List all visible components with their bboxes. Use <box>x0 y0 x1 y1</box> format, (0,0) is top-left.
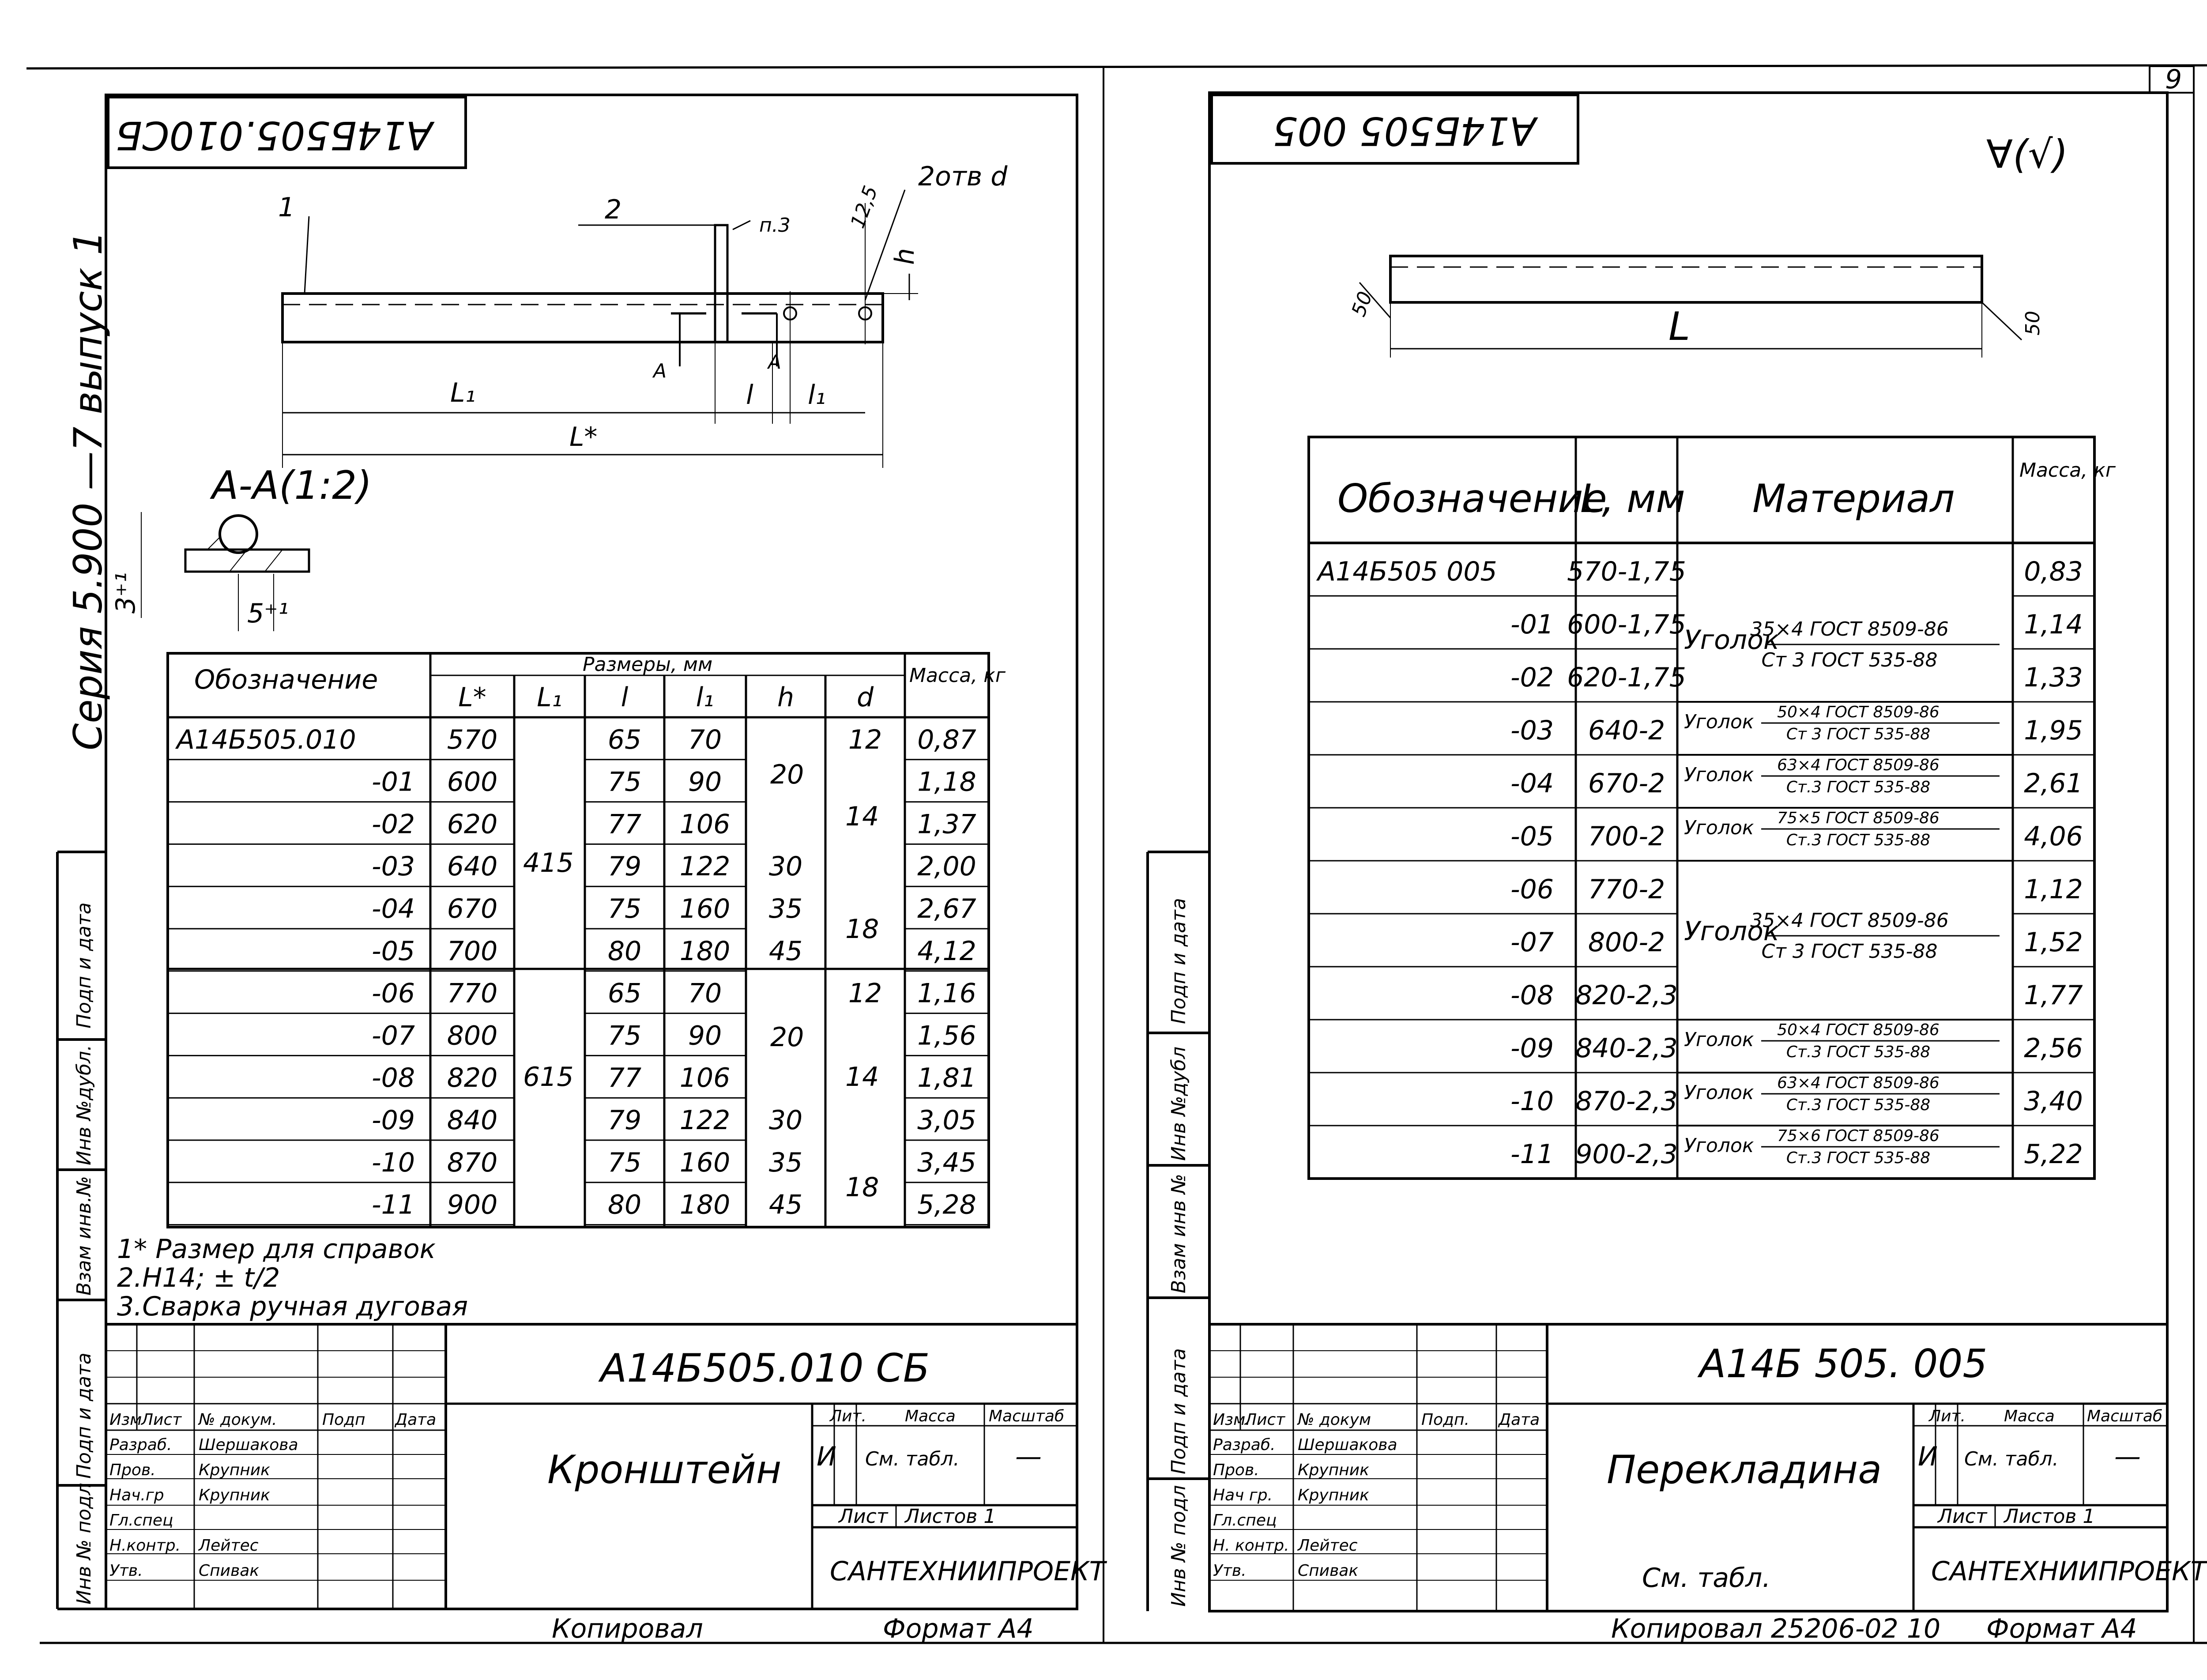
lt-designation: -03 <box>372 851 415 882</box>
rt-mass: 5,22 <box>2024 1139 2083 1170</box>
lt-mass: 2,00 <box>917 851 976 882</box>
lt-mass: 3,05 <box>917 1105 976 1136</box>
tb-role: Нач.гр <box>109 1486 164 1504</box>
rt-designation: -07 <box>1510 927 1554 958</box>
lt-h: 35 <box>768 893 803 924</box>
right-tb-lit-val: И <box>1918 1441 1938 1472</box>
right-side-label-4: Подп и дата <box>1168 1348 1190 1474</box>
lt-l: 77 <box>607 809 642 840</box>
lt-mass: 1,18 <box>917 766 976 798</box>
rt-designation: -11 <box>1510 1139 1554 1170</box>
rt-material-top: 35×4 ГОСТ 8509-86 <box>1750 909 1949 932</box>
lt-mass: 1,16 <box>917 978 976 1009</box>
left-side-label-3: Взам инв.№ <box>73 1176 95 1296</box>
lt-l1: 70 <box>688 978 722 1009</box>
rt-designation: -09 <box>1510 1033 1554 1064</box>
lt-L: 620 <box>447 809 498 840</box>
rt-mass: 1,95 <box>2024 715 2083 746</box>
rt-designation: -10 <box>1510 1086 1554 1117</box>
rt-material-top: 75×5 ГОСТ 8509-86 <box>1777 809 1940 827</box>
right-tb-scale: Масштаб <box>2087 1407 2163 1425</box>
left-tb-header-row <box>109 1411 436 1429</box>
lt-designation: -04 <box>372 893 415 924</box>
note-1: 1* Размер для справок <box>117 1234 436 1265</box>
rt-materials <box>1684 618 2000 1167</box>
lt-subheader: L* <box>458 682 486 713</box>
rt-material-bottom: Ст.3 ГОСТ 535-88 <box>1786 831 1931 849</box>
tb-role: Нач гр. <box>1213 1486 1273 1504</box>
crossbar-drawing <box>1360 256 2022 358</box>
lt-designation: -02 <box>372 809 415 840</box>
lt-h-b: 20 <box>770 1022 804 1053</box>
tb-header-cell: Изм <box>109 1411 142 1429</box>
lt-L: 570 <box>447 724 498 755</box>
lt-L1-a: 415 <box>523 848 574 878</box>
tb-role: Пров. <box>1213 1461 1259 1479</box>
lt-designation: А14Б505.010 <box>177 724 356 755</box>
rt-material-bottom: Ст 3 ГОСТ 535-88 <box>1761 649 1938 671</box>
lt-l: 75 <box>607 1147 642 1178</box>
lt-subheader: l₁ <box>696 682 714 713</box>
lt-l1: 90 <box>688 766 722 798</box>
angle-right: 50 <box>2022 311 2044 335</box>
dim-lstar: L* <box>569 422 598 452</box>
tb-role: Утв. <box>1213 1562 1247 1580</box>
rt-L: 570-1,75 <box>1567 556 1686 587</box>
lt-h: 30 <box>768 851 803 882</box>
rt-L: 770-2 <box>1588 874 1665 905</box>
lt-l: 75 <box>607 1020 642 1051</box>
tb-role: Утв. <box>109 1562 143 1580</box>
right-tb-sheets: Листов 1 <box>2004 1505 2095 1528</box>
tb-role: Н.контр. <box>109 1537 181 1555</box>
lt-designation: -11 <box>372 1189 415 1220</box>
left-tb-org: САНТЕХНИИПРОЕКТ <box>830 1556 1106 1587</box>
rt-material-top: 75×6 ГОСТ 8509-86 <box>1777 1127 1940 1145</box>
lt-l1: 106 <box>679 1062 731 1094</box>
lt-mass: 1,81 <box>917 1062 976 1094</box>
rt-material-top: 63×4 ГОСТ 8509-86 <box>1777 1074 1940 1092</box>
roughness-label: 12,5 <box>846 183 882 231</box>
right-footer-copied: Копировал 25206-02 10 <box>1611 1613 1941 1644</box>
lt-L1-b: 615 <box>523 1062 574 1092</box>
lt-l: 75 <box>607 766 642 798</box>
right-tb-header-row <box>1213 1411 1540 1429</box>
lt-l1: 160 <box>679 1147 731 1178</box>
rt-col-mass: Масса, кг <box>2019 459 2116 482</box>
lt-h: 35 <box>768 1147 803 1178</box>
dim-l1: L₁ <box>450 377 476 408</box>
callout-p3: п.3 <box>759 214 791 237</box>
tb-header-cell: Изм. <box>1213 1411 1250 1429</box>
tb-name: Шершакова <box>199 1436 298 1454</box>
tb-header-cell: Лист <box>141 1411 182 1429</box>
lt-designation: -08 <box>372 1062 415 1094</box>
left-tb-scale-val: — <box>1015 1441 1042 1472</box>
rt-designation: -04 <box>1510 768 1554 799</box>
right-side-label-3: Взам инв № <box>1168 1174 1190 1293</box>
page-number: 9 <box>2165 64 2182 95</box>
tb-header-cell: Подп <box>322 1411 365 1429</box>
lt-l: 79 <box>607 1105 642 1136</box>
rt-L: 700-2 <box>1588 821 1665 852</box>
tb-name: Лейтес <box>1298 1537 1358 1555</box>
left-side-label-4: Подп и дата <box>73 1352 95 1479</box>
lt-l1: 90 <box>688 1020 722 1051</box>
a-left-label: А <box>653 360 667 382</box>
lt-d-b: 18 <box>845 914 879 945</box>
right-tb-sheet: Лист <box>1938 1505 1987 1528</box>
tb-header-cell: Дата <box>395 1411 437 1429</box>
tb-name: Крупник <box>199 1486 270 1504</box>
lt-L: 640 <box>447 851 498 882</box>
left-tb-roles <box>109 1436 298 1580</box>
lt-mass: 4,12 <box>917 935 976 967</box>
left-tb-scale: Масштаб <box>989 1407 1065 1425</box>
tb-role: Разраб. <box>109 1436 172 1454</box>
right-tb-lit: Лит. <box>1929 1407 1966 1425</box>
right-tb-org: САНТЕХНИИПРОЕКТ <box>1931 1556 2207 1587</box>
lt-mass: 0,87 <box>917 724 976 755</box>
rt-designation: -02 <box>1510 662 1554 693</box>
lt-subheader: L₁ <box>537 682 562 713</box>
tb-role: Разраб. <box>1213 1436 1276 1454</box>
note-2: 2.Н14; ± t/2 <box>117 1262 280 1293</box>
holes-label: 2отв d <box>918 161 1008 192</box>
right-tb-scale-val: — <box>2114 1441 2141 1472</box>
rt-material-top: 35×4 ГОСТ 8509-86 <box>1750 618 1949 640</box>
lt-subheaders <box>458 682 874 713</box>
lt-L: 900 <box>447 1189 498 1220</box>
lt-d: 12 <box>848 978 882 1009</box>
left-side-label-2: Инв №дубл. <box>73 1044 95 1165</box>
dim-5: 5⁺¹ <box>247 598 289 629</box>
tb-header-cell: Дата <box>1499 1411 1540 1429</box>
lt-mass: 5,28 <box>917 1189 976 1220</box>
lt-mass: 1,56 <box>917 1020 976 1051</box>
rt-material-bottom: Ст.3 ГОСТ 535-88 <box>1786 778 1931 796</box>
rt-L: 640-2 <box>1588 715 1665 746</box>
right-side-label-5: Инв № подл <box>1168 1485 1190 1607</box>
dim-L: L <box>1668 304 1691 349</box>
rt-L: 800-2 <box>1588 927 1665 958</box>
rt-mass: 1,14 <box>2024 609 2083 640</box>
rt-material-bottom: Ст 3 ГОСТ 535-88 <box>1761 940 1938 963</box>
lt-l: 77 <box>607 1062 642 1094</box>
rt-col-L: L, мм <box>1580 476 1685 521</box>
lt-designation: -06 <box>372 978 415 1009</box>
rt-material-bottom: Ст.3 ГОСТ 535-88 <box>1786 1043 1931 1061</box>
lt-mass: 2,67 <box>917 893 976 924</box>
lt-l: 65 <box>607 978 642 1009</box>
rt-material-word: Уголок <box>1684 1134 1754 1157</box>
lt-col-dimensions: Размеры, мм <box>583 653 713 676</box>
tb-name: Крупник <box>199 1461 270 1479</box>
rt-designation: -01 <box>1510 609 1554 640</box>
lt-l: 80 <box>607 935 642 967</box>
rt-mass: 1,52 <box>2024 927 2083 958</box>
rt-material-bottom: Ст 3 ГОСТ 535-88 <box>1786 725 1931 743</box>
lt-L: 670 <box>447 893 498 924</box>
lt-designation: -09 <box>372 1105 415 1136</box>
lt-L: 870 <box>447 1147 498 1178</box>
bracket-drawing <box>282 190 918 468</box>
rt-L: 600-1,75 <box>1567 609 1686 640</box>
tb-role: Гл.спец <box>1213 1511 1277 1529</box>
lt-l1: 180 <box>679 1189 731 1220</box>
rt-L: 670-2 <box>1588 768 1665 799</box>
lt-mass: 1,37 <box>917 809 976 840</box>
callout-2: 2 <box>605 194 622 225</box>
lt-l1: 122 <box>679 1105 731 1136</box>
lt-d: 12 <box>848 724 882 755</box>
tb-header-cell: Лист <box>1245 1411 1285 1429</box>
left-footer-copied: Копировал <box>552 1613 703 1644</box>
lt-L: 800 <box>447 1020 498 1051</box>
tb-name: Крупник <box>1298 1486 1369 1504</box>
lt-L: 700 <box>447 935 498 967</box>
rt-material-word: Уголок <box>1684 711 1754 733</box>
left-stamp-code: А14Б505.010СБ <box>115 113 433 158</box>
rt-material-top: 63×4 ГОСТ 8509-86 <box>1777 756 1940 774</box>
rt-mass: 2,56 <box>2024 1033 2083 1064</box>
dim-l: l <box>746 380 753 411</box>
rt-L: 620-1,75 <box>1567 662 1686 693</box>
series-label: Серия 5.900 —7 выпуск 1 <box>65 230 111 750</box>
left-side-label-1: Подп и дата <box>73 902 95 1028</box>
right-tb-sub: См. табл. <box>1642 1563 1771 1593</box>
rt-material-bottom: Ст.3 ГОСТ 535-88 <box>1786 1096 1931 1114</box>
rt-L: 840-2,3 <box>1575 1033 1678 1064</box>
tb-role: Гл.спец <box>109 1511 173 1529</box>
lt-designation: -10 <box>372 1147 415 1178</box>
lt-h-a: 20 <box>770 759 804 790</box>
lt-h: 45 <box>768 1189 803 1220</box>
right-tb-mass-val: См. табл. <box>1964 1448 2059 1470</box>
lt-l: 80 <box>607 1189 642 1220</box>
left-tb-lit-val: И <box>817 1441 836 1472</box>
rt-col-designation: Обозначение <box>1337 476 1607 521</box>
lt-subheader: l <box>621 682 629 713</box>
lt-L: 840 <box>447 1105 498 1136</box>
lt-l: 79 <box>607 851 642 882</box>
tb-name: Шершакова <box>1298 1436 1397 1454</box>
right-tb-title: Перекладина <box>1607 1447 1882 1492</box>
lt-l1: 106 <box>679 809 731 840</box>
left-tb-lit: Лит. <box>830 1407 866 1425</box>
rt-mass: 4,06 <box>2024 821 2083 852</box>
left-tb-mass-val: См. табл. <box>865 1448 960 1470</box>
note-3: 3.Сварка ручная дуговая <box>117 1291 468 1322</box>
rt-mass: 1,12 <box>2024 874 2083 905</box>
tb-role: Н. контр. <box>1213 1537 1289 1555</box>
rt-material-top: 50×4 ГОСТ 8509-86 <box>1777 1021 1940 1039</box>
angle-left: 50 <box>1347 288 1377 320</box>
lt-l: 75 <box>607 893 642 924</box>
rt-material-word: Уголок <box>1684 1028 1754 1051</box>
rt-material-word: Уголок <box>1684 764 1754 786</box>
lt-d-d: 18 <box>845 1172 879 1203</box>
lt-mass: 3,45 <box>917 1147 976 1178</box>
rt-material-word: Уголок <box>1684 916 1780 947</box>
rt-mass: 0,83 <box>2024 556 2083 587</box>
rt-L: 870-2,3 <box>1575 1086 1678 1117</box>
left-tb-sheet: Лист <box>839 1505 888 1528</box>
rt-material-word: Уголок <box>1684 817 1754 839</box>
rt-material-word: Уголок <box>1684 625 1780 655</box>
lt-designation: -05 <box>372 935 415 967</box>
callout-1: 1 <box>278 192 295 223</box>
rt-material-word: Уголок <box>1684 1081 1754 1104</box>
lt-l: 65 <box>607 724 642 755</box>
lt-designation: -01 <box>372 766 415 798</box>
rt-L: 820-2,3 <box>1575 980 1678 1011</box>
tb-name: Спивак <box>199 1562 260 1580</box>
dim-l1-small: l₁ <box>808 380 826 411</box>
lt-subheader: h <box>777 682 795 713</box>
rt-designation: -03 <box>1510 715 1554 746</box>
left-tb-code: А14Б505.010 СБ <box>600 1345 930 1391</box>
lt-col-mass: Масса, кг <box>909 664 1006 687</box>
rt-mass: 1,33 <box>2024 662 2083 693</box>
right-stamp-code: А14Б505 005 <box>1273 108 1536 154</box>
lt-designation: -07 <box>372 1020 415 1051</box>
tb-name: Лейтес <box>199 1537 259 1555</box>
right-footer-format: Формат А4 <box>1986 1613 2137 1644</box>
lt-L: 820 <box>447 1062 498 1094</box>
left-footer-format: Формат А4 <box>883 1613 1034 1644</box>
rt-mass: 1,77 <box>2024 980 2083 1011</box>
tb-role: Пров. <box>109 1461 156 1479</box>
a-right-label: А <box>768 351 782 373</box>
lt-l1: 122 <box>679 851 731 882</box>
lt-h: 45 <box>768 935 803 967</box>
tb-header-cell: № докум <box>1298 1411 1371 1429</box>
right-side-label-1: Подп и дата <box>1168 898 1190 1024</box>
roughness-symbol: ∀(√) <box>1986 132 2068 177</box>
left-tb-title: Кронштейн <box>547 1447 782 1492</box>
lt-l1: 180 <box>679 935 731 967</box>
lt-l1: 70 <box>688 724 722 755</box>
right-tb-code: А14Б 505. 005 <box>1699 1341 1988 1386</box>
rt-designation: -05 <box>1510 821 1554 852</box>
tb-name: Крупник <box>1298 1461 1369 1479</box>
lt-d-a: 14 <box>845 801 879 832</box>
lt-l1: 160 <box>679 893 731 924</box>
rt-material-bottom: Ст.3 ГОСТ 535-88 <box>1786 1149 1931 1167</box>
left-tb-sheets: Листов 1 <box>905 1505 996 1528</box>
right-tb-roles <box>1213 1436 1397 1580</box>
rt-designation: А14Б505 005 <box>1318 556 1497 587</box>
lt-L: 600 <box>447 766 498 798</box>
left-side-label-5: Инв № подл <box>73 1483 95 1605</box>
rt-designation: -08 <box>1510 980 1554 1011</box>
rt-mass: 3,40 <box>2024 1086 2083 1117</box>
lt-L: 770 <box>447 978 498 1009</box>
right-tb-mass: Масса <box>2004 1407 2055 1425</box>
lt-subheader: d <box>856 682 874 713</box>
dim-3: 3⁺¹ <box>110 572 141 614</box>
tb-header-cell: Подп. <box>1421 1411 1469 1429</box>
rt-designation: -06 <box>1510 874 1554 905</box>
section-label: А-А(1:2) <box>212 463 372 508</box>
left-tb-mass: Масса <box>905 1407 956 1425</box>
rt-mass: 2,61 <box>2024 768 2083 799</box>
rt-L: 900-2,3 <box>1575 1139 1678 1170</box>
lt-d-c: 14 <box>845 1062 879 1092</box>
h-label: h <box>889 248 920 265</box>
right-frame <box>1148 93 2167 1611</box>
rt-col-material: Материал <box>1752 476 1955 521</box>
right-side-label-2: Инв №дубл <box>1168 1046 1190 1161</box>
lt-rows <box>168 724 989 1225</box>
lt-h: 30 <box>768 1105 803 1136</box>
tb-header-cell: № докум. <box>199 1411 277 1429</box>
rt-material-top: 50×4 ГОСТ 8509-86 <box>1777 703 1940 721</box>
tb-name: Спивак <box>1298 1562 1359 1580</box>
lt-col-designation: Обозначение <box>194 664 378 695</box>
